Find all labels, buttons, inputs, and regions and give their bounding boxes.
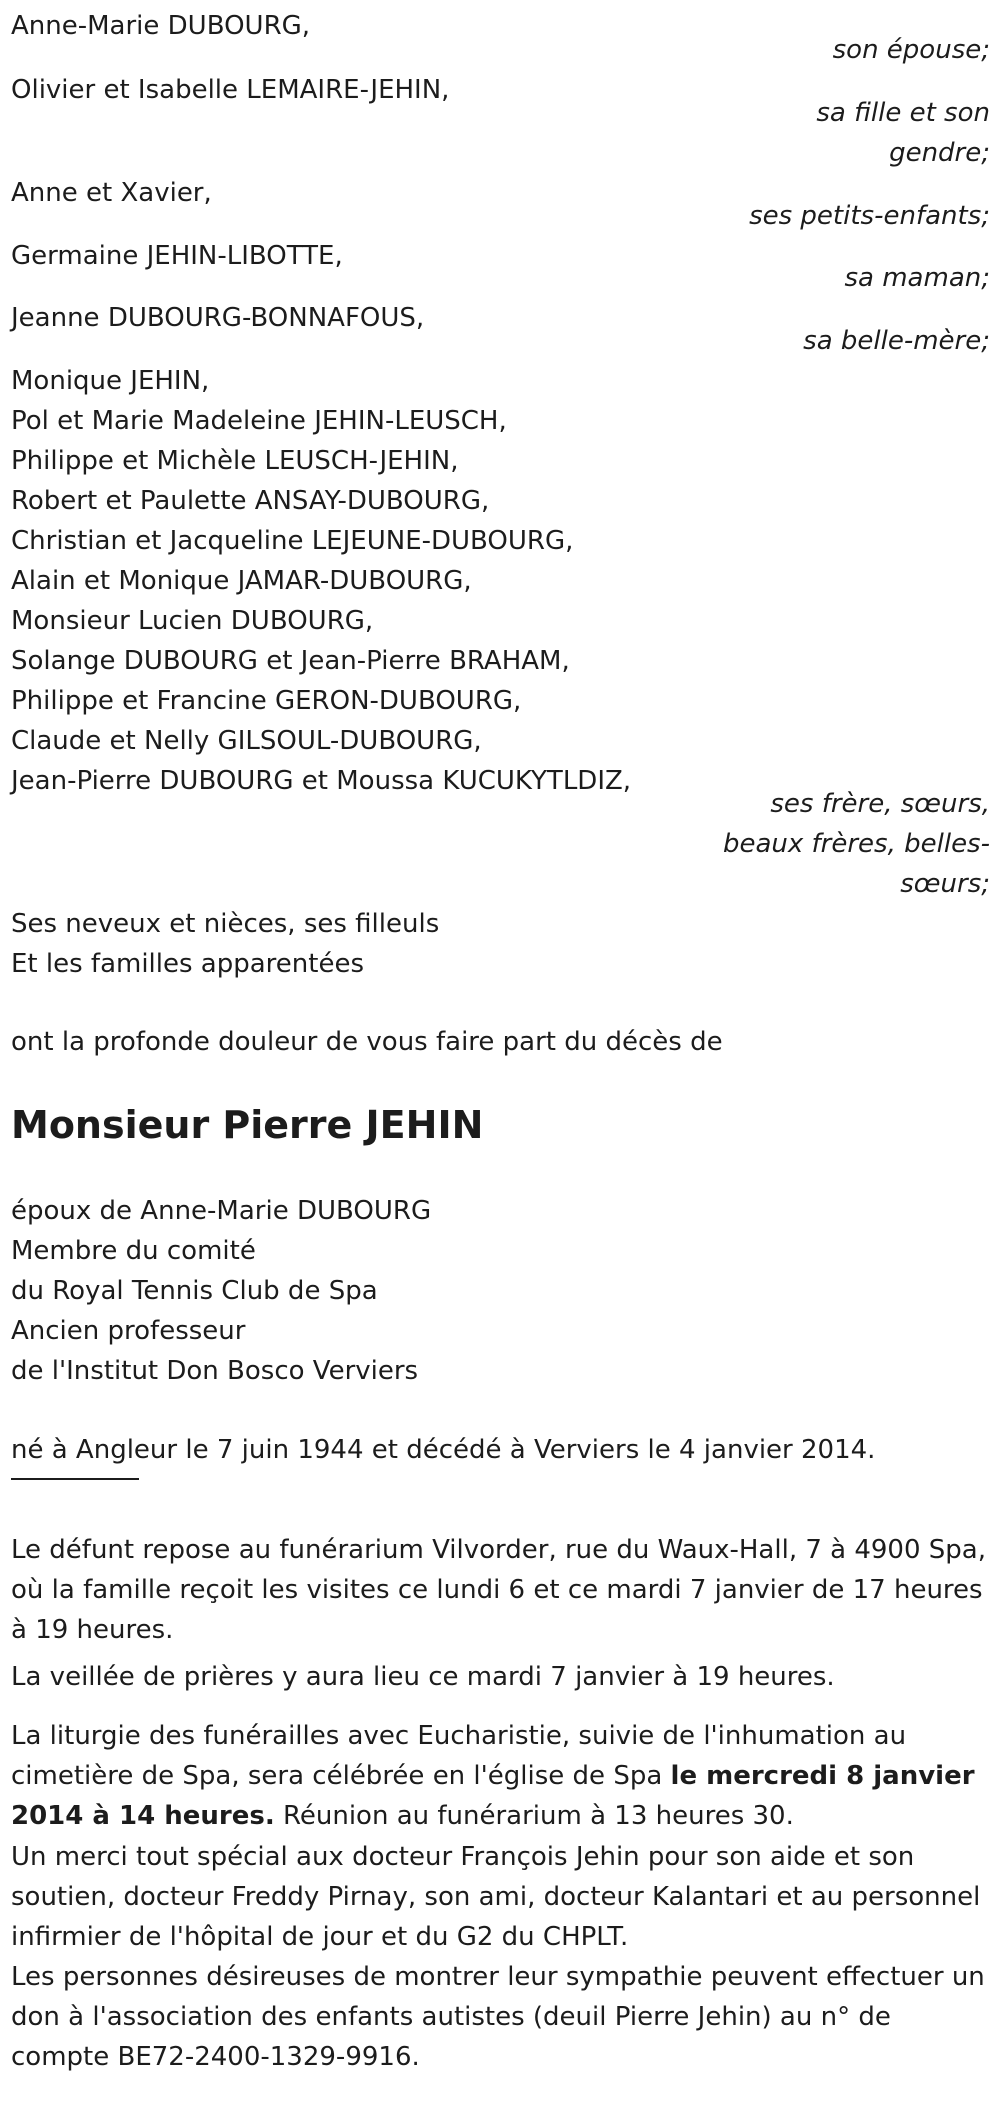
funeral-paragraph — [11, 1716, 993, 1836]
sibling-name: Pol et Marie Madeleine JEHIN-LEUSCH, — [11, 406, 507, 436]
prayer-vigil-paragraph: La veillée de prières y aura lieu ce mardi 7 janvier à 19 heures. — [11, 1662, 835, 1692]
birth-death-line: né à Angleur le 7 juin 1944 et décédé à Verviers le 4 janvier 2014. — [11, 1435, 876, 1465]
thanks-paragraph: Un merci tout spécial aux docteur François Jehin pour son aide et son soutien, docteur Freddy Pirnay, son ami, docteur Kalantari et au personnel infirmier de l'hôpital de jour et du G2 du CHPLT. — [11, 1842, 981, 1952]
sibling-name: Christian et Jacqueline LEJEUNE-DUBOURG, — [11, 526, 574, 556]
meeting-text: Réunion au funérarium à 13 heures 30. — [274, 1801, 794, 1831]
sibling-name: Robert et Paulette ANSAY-DUBOURG, — [11, 486, 490, 516]
sibling-name: Solange DUBOURG et Jean-Pierre BRAHAM, — [11, 646, 570, 676]
funeral-text: La liturgie des funérailles avec Eucharistie, suivie de l'inhumation au cimetière de Spa, sera célébrée en l'église de Spa — [11, 1721, 907, 1791]
bio-line: Ancien professeur — [11, 1316, 246, 1346]
sibling-name: Monsieur Lucien DUBOURG, — [11, 606, 374, 636]
families-line: Et les familles apparentées — [11, 949, 365, 979]
relation-mother-in-law: sa belle-mère; — [803, 326, 990, 356]
relation-siblings-line3: sœurs; — [900, 869, 990, 899]
family-name-grandchildren: Anne et Xavier, — [11, 178, 212, 208]
sibling-name: Philippe et Francine GERON-DUBOURG, — [11, 686, 522, 716]
separator-line — [11, 1478, 139, 1480]
sibling-name: Alain et Monique JAMAR-DUBOURG, — [11, 566, 472, 596]
bio-line: Membre du comité — [11, 1236, 256, 1266]
donation-paragraph: Les personnes désireuses de montrer leur sympathie peuvent effectuer un don à l'association des enfants autistes (deuil Pierre Jehin) au n° de compte BE72-2400-1329-9916. — [11, 1962, 985, 2072]
relation-grandchildren: ses petits-enfants; — [749, 201, 990, 231]
announcement-text: ont la profonde douleur de vous faire part du décès de — [11, 1027, 723, 1057]
bio-line: de l'Institut Don Bosco Verviers — [11, 1356, 419, 1386]
relation-siblings-line2: beaux frères, belles- — [722, 829, 990, 859]
family-name-spouse: Anne-Marie DUBOURG, — [11, 11, 311, 41]
deceased-name: Monsieur Pierre JEHIN — [11, 1103, 484, 1147]
relation-daughter-line2: gendre; — [889, 138, 990, 168]
wake-paragraph: Le défunt repose au funérarium Vilvorder, rue du Waux-Hall, 7 à 4900 Spa, où la famille reçoit les visites ce lundi 6 et ce mardi 7 janvier de 17 heures à 19 heures. — [11, 1535, 986, 1645]
relation-siblings-line1: ses frère, sœurs, — [770, 789, 990, 819]
sibling-name: Claude et Nelly GILSOUL-DUBOURG, — [11, 726, 482, 756]
family-name-mother: Germaine JEHIN-LIBOTTE, — [11, 241, 343, 271]
family-name-daughter: Olivier et Isabelle LEMAIRE-JEHIN, — [11, 75, 450, 105]
sibling-name: Philippe et Michèle LEUSCH-JEHIN, — [11, 446, 459, 476]
family-name-mother-in-law: Jeanne DUBOURG-BONNAFOUS, — [11, 303, 425, 333]
funeral-date: le mercredi 8 janvier 2014 à 14 heures. — [11, 1761, 975, 1831]
relation-daughter-line1: sa fille et son — [816, 98, 990, 128]
relation-mother: sa maman; — [844, 263, 990, 293]
relation-spouse: son épouse; — [832, 35, 990, 65]
bio-line: époux de Anne-Marie DUBOURG — [11, 1196, 432, 1226]
nephews-line: Ses neveux et nièces, ses filleuls — [11, 909, 440, 939]
sibling-name: Jean-Pierre DUBOURG et Moussa KUCUKYTLDIZ, — [11, 766, 632, 796]
sibling-name: Monique JEHIN, — [11, 366, 210, 396]
bio-line: du Royal Tennis Club de Spa — [11, 1276, 378, 1306]
